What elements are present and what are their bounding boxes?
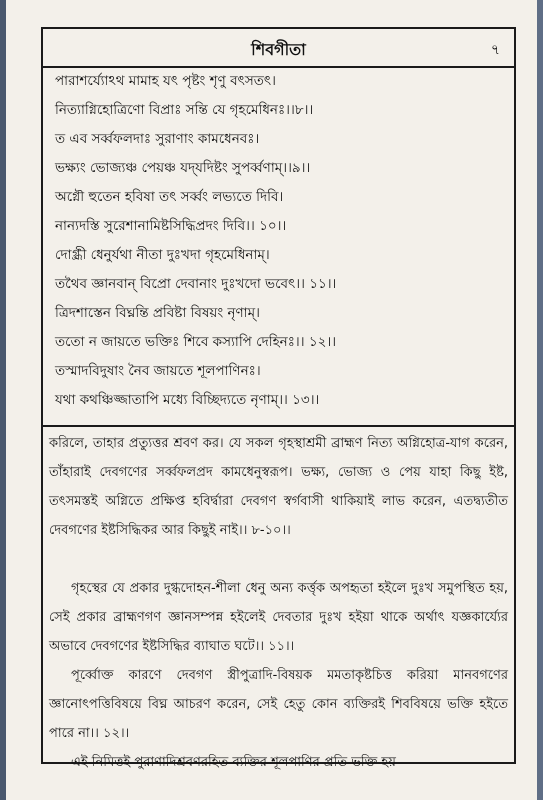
page-number: ৭: [490, 42, 500, 58]
book-page: [6, 0, 537, 800]
verse-line: ভক্ষ্যং ভোজ্যঞ্চ পেয়ঞ্চ যদ্‌যদিষ্টং সুপর্ব্বণাম্।।৯।।: [55, 160, 311, 176]
verse-line: দোগ্ধ্রী ধেনুর্যথা নীতা দুঃখদা গৃহমেধিনাম্।: [55, 247, 270, 263]
verse-line: অগ্নৌ হুতেন হবিষা তৎ সর্ব্বং লভ্যতে দিবি।: [55, 189, 284, 205]
commentary-paragraph: পূর্ব্বোক্ত কারণে দেবগণ স্ত্রীপুত্রাদি-বিষয়ক মমতাকৃষ্টচিত্ত করিয়া মানবগণের জ্ঞানোৎপত্তিবিষয়ে বিঘ্ন আচরণ করেন, সেই হেতু কোন ব্যক্তিরই শিববিষয়ে ভক্তি হইতে পারে না।। ১২।।: [49, 668, 508, 741]
page-title: শিবগীতা: [251, 40, 306, 59]
verse-line: তথৈব জ্ঞানবান্ বিপ্রো দেবানাং দুঃখদো ভবেৎ।। ১১।।: [55, 276, 337, 292]
page-frame: [41, 27, 516, 770]
commentary-block: [43, 427, 514, 770]
verse-line: পারাশর্য্যোঽথ মামাহ যৎ পৃষ্টং শৃণু বৎসতৎ।: [55, 73, 276, 89]
verse-line: ত এব সর্ব্বফলদাঃ সুরাণাং কামধেনবঃ।: [55, 131, 260, 147]
verse-line: যথা কথঞ্চিজ্জাতাপি মধ্যে বিচ্ছিদ্যতে নৃণাম্।। ১৩।।: [55, 392, 320, 408]
verse-line: তস্মাদবিদুষাং নৈব জায়তে শূলপাণিনঃ।: [55, 363, 261, 379]
verse-line: ত্রিদশাস্তেন বিঘ্নন্তি প্রবিষ্টা বিষয়ং নৃণাম্।: [55, 305, 260, 321]
commentary-paragraph: করিলে, তাহার প্রত্যুত্তর শ্রবণ কর। যে সকল গৃহস্থাশ্রমী ব্রাহ্মণ নিত্য অগ্নিহোত্র-যাগ করেন, তাঁহারাই দেবগণের সর্ব্বফলপ্রদ কামধেনুস্বরূপ। ভক্ষ্য, ভোজ্য ও পেয় যাহা কিছু ইষ্ট, তৎসমস্তই অগ্নিতে প্রক্ষিপ্ত হবির্দ্বারা দেবগণ স্বর্গবাসী থাকিয়াই লাভ করেন, এতদ্ব্যতীত দেবগণের ইষ্টসিদ্ধিকর আর কিছুই নাই।। ৮-১০।।: [49, 436, 508, 538]
commentary-paragraph: এই নিমিত্তই পুরাণাদিশ্রবণরহিত ব্যক্তির শূলপাণির প্রতি ভক্তি হয়: [71, 755, 396, 770]
verse-line: নান্যদস্তি সুরেশানামিষ্টসিদ্ধিপ্রদং দিবি।। ১০।।: [55, 218, 287, 234]
verse-line: ততো ন জায়তে ভক্তিঃ শিবে কস্যাপি দেহিনঃ।। ১২।।: [55, 334, 337, 350]
verse-line: নিত্যাগ্নিহোত্রিণো বিপ্রাঃ সন্তি যে গৃহমেধিনঃ।।৮।।: [55, 102, 314, 118]
commentary-paragraph: গৃহস্থের যে প্রকার দুগ্ধদোহন-শীলা ধেনু অন্য কর্ত্তৃক অপহৃতা হইলে দুঃখ সমুপস্থিত হয়, সেই প্রকার ব্রাহ্মণগণ জ্ঞানসম্পন্ন হইলেই দেবতার দুঃখ হইয়া থাকে অর্থাৎ যজ্ঞকার্য্যের অভাবে দেবগণের ইষ্টসিদ্ধির ব্যাঘাত ঘটে।। ১১।।: [49, 581, 508, 654]
page-header: [43, 29, 514, 68]
verse-block: [43, 66, 514, 427]
